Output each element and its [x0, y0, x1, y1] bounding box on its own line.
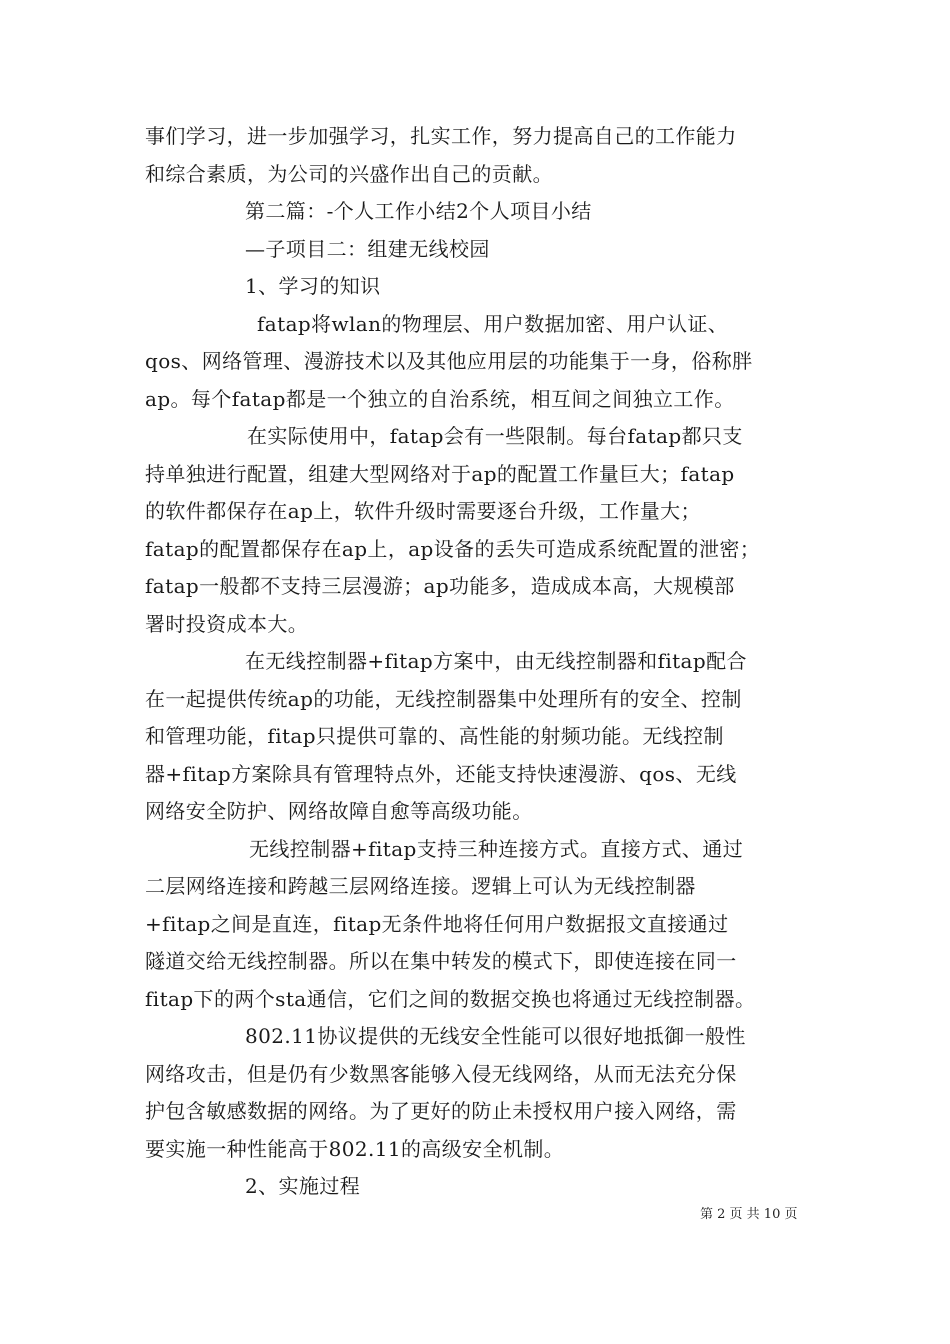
- text-line: 在一起提供传统ap的功能，无线控制器集中处理所有的安全、控制: [145, 686, 742, 711]
- text-line: 网络安全防护、网络故障自愈等高级功能。: [145, 799, 533, 823]
- text-line: +fitap之间是直连，fitap无条件地将任何用户数据报文直接通过: [145, 911, 729, 936]
- text-line: qos、网络管理、漫游技术以及其他应用层的功能集于一身，俗称胖: [145, 349, 753, 373]
- text-line: 护包含敏感数据的网络。为了更好的防止未授权用户接入网络，需: [145, 1099, 737, 1123]
- paragraph-security: [145, 1018, 810, 1168]
- paragraph-controller-fitap: [145, 643, 810, 831]
- chapter-title: 第二篇：-个人工作小结2个人项目小结: [245, 199, 592, 223]
- text-line: ap。每个fatap都是一个独立的自治系统，相互间之间独立工作。: [145, 386, 735, 411]
- paragraph-continuation: [145, 118, 810, 193]
- text-line: 器+fitap方案除具有管理特点外，还能支持快速漫游、qos、无线: [145, 761, 737, 786]
- text-line: 和管理功能，fitap只提供可靠的、高性能的射频功能。无线控制: [145, 724, 724, 748]
- text-line: 二层网络连接和跨越三层网络连接。逻辑上可认为无线控制器: [145, 874, 696, 898]
- text-line: 网络攻击，但是仍有少数黑客能够入侵无线网络，从而无法充分保: [145, 1061, 737, 1086]
- paragraph-connection-modes: [145, 831, 810, 1019]
- text-line: 持单独进行配置，组建大型网络对于ap的配置工作量巨大；fatap: [145, 461, 735, 486]
- text-line: 隧道交给无线控制器。所以在集中转发的模式下，即使连接在同一: [145, 949, 737, 973]
- page-number: 第 2 页 共 10 页: [700, 1207, 798, 1222]
- text-line: 事们学习，进一步加强学习，扎实工作，努力提高自己的工作能力: [145, 124, 737, 148]
- text-line: 的软件都保存在ap上，软件升级时需要逐台升级，工作量大；: [145, 499, 701, 523]
- text-line: 和综合素质，为公司的兴盛作出自己的贡献。: [145, 161, 553, 186]
- section-heading-learned: 1、学习的知识: [245, 274, 381, 298]
- text-line: 署时投资成本大。: [145, 611, 309, 636]
- text-line: fatap一般都不支持三层漫游；ap功能多，造成成本高，大规模部: [145, 574, 735, 598]
- text-line: 在实际使用中，fatap会有一些限制。每台fatap都只支: [247, 424, 743, 448]
- subproject-title: —子项目二：组建无线校园: [245, 236, 490, 261]
- paragraph-fatap-limits: [145, 418, 810, 643]
- text-line: fatap的配置都保存在ap上，ap设备的丢失可造成系统配置的泄密；: [145, 536, 761, 561]
- text-line: 802.11协议提供的无线安全性能可以很好地抵御一般性: [245, 1024, 746, 1048]
- section-heading-process: 2、实施过程: [245, 1174, 361, 1198]
- text-line: fatap将wlan的物理层、用户数据加密、用户认证、: [257, 311, 729, 336]
- text-line: fitap下的两个sta通信，它们之间的数据交换也将通过无线控制器。: [145, 986, 756, 1011]
- paragraph-fatap-intro: [145, 306, 810, 419]
- text-line: 在无线控制器+fitap方案中，由无线控制器和fitap配合: [245, 649, 747, 673]
- text-line: 要实施一种性能高于802.11的高级安全机制。: [145, 1136, 565, 1161]
- text-line: 无线控制器+fitap支持三种连接方式。直接方式、通过: [249, 836, 744, 861]
- document-body: [145, 118, 810, 1206]
